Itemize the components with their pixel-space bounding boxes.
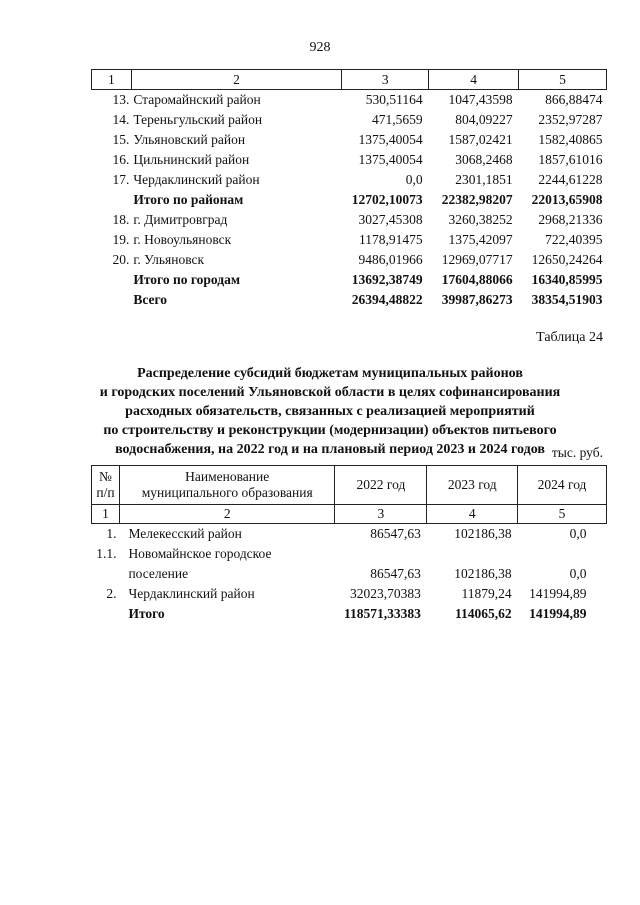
municipality-name [119, 544, 335, 584]
table-row [92, 170, 607, 190]
district-name: Ульяновский район [133, 132, 246, 147]
value-2024: 141994,89 [529, 606, 587, 621]
unit-label: тыс. руб. [551, 445, 603, 460]
row-number: 2. [106, 586, 117, 601]
table-row [92, 110, 607, 130]
subtotal-label: Итого по городам [133, 272, 241, 287]
value-col3: 3027,45308 [358, 212, 423, 227]
table-row [92, 250, 607, 270]
value-col5: 722,40395 [545, 232, 603, 247]
value-2023: 11879,24 [461, 586, 512, 601]
title-line: и городских поселений Ульяновской области в целях софинансирования [99, 385, 561, 400]
row-number: 14. [112, 112, 130, 127]
value-col5: 16340,85995 [531, 272, 603, 287]
table-row [92, 524, 607, 545]
column-index: 1 [92, 505, 120, 524]
value-col3: 26394,48822 [351, 292, 423, 307]
column-index: 2 [119, 505, 335, 524]
value-col3: 471,5659 [372, 112, 423, 127]
district-name: Цильнинский район [133, 152, 250, 167]
column-index: 3 [342, 70, 429, 90]
subtotal-row [92, 270, 607, 290]
city-name: г. Новоульяновск [133, 232, 232, 247]
column-index-row [92, 505, 607, 524]
row-number [92, 270, 132, 290]
row-number: 17. [112, 172, 130, 187]
header-number [92, 466, 120, 505]
header-row [92, 466, 607, 505]
value-2023: 102186,38 [454, 566, 512, 581]
row-number: 19. [112, 232, 130, 247]
value-col5: 1582,40865 [538, 132, 603, 147]
value-2022: 118571,33383 [343, 606, 421, 621]
row-number: 1. [106, 526, 117, 541]
value-col3: 1375,40054 [358, 132, 423, 147]
title-line: Распределение субсидий бюджетам муниципальных районов [137, 366, 523, 381]
table-label: Таблица 24 [536, 330, 603, 345]
value-col5: 2968,21336 [538, 212, 603, 227]
table-row [92, 130, 607, 150]
value-2024: 0,0 [569, 526, 587, 541]
subsidy-table-24 [91, 465, 607, 624]
value-col5: 2352,97287 [538, 112, 603, 127]
value-col4: 1587,02421 [448, 132, 513, 147]
value-col4: 3068,2468 [455, 152, 513, 167]
district-name: Тереньгульский район [133, 112, 263, 127]
total-row [92, 290, 607, 310]
value-2022: 86547,63 [370, 526, 421, 541]
subtotal-row [92, 190, 607, 210]
column-index: 5 [518, 505, 607, 524]
header-text: муниципального образования [141, 485, 313, 500]
column-index: 4 [427, 505, 518, 524]
column-index: 1 [92, 70, 132, 90]
value-col4: 12969,07717 [441, 252, 513, 267]
district-name: Чердаклинский район [133, 172, 260, 187]
name-line: Новомайнское городское [128, 546, 272, 561]
row-number [92, 190, 132, 210]
value-col5: 38354,51903 [531, 292, 603, 307]
value-col3: 530,51164 [365, 92, 423, 107]
header-text: п/п [96, 485, 115, 500]
row-number [92, 604, 120, 624]
subsidy-table-continued [91, 69, 607, 310]
table-row [92, 150, 607, 170]
value-col4: 22382,98207 [441, 192, 513, 207]
value-col3: 13692,38749 [351, 272, 423, 287]
row-number: 15. [112, 132, 130, 147]
value-col3: 12702,10073 [351, 192, 423, 207]
row-number: 13. [112, 92, 130, 107]
table-row [92, 90, 607, 111]
city-name: г. Ульяновск [133, 252, 205, 267]
row-number: 20. [112, 252, 130, 267]
row-number: 16. [112, 152, 130, 167]
value-col4: 2301,1851 [455, 172, 513, 187]
header-name [119, 466, 335, 505]
row-number [92, 290, 132, 310]
row-number: 1.1. [96, 546, 117, 561]
column-index: 3 [335, 505, 427, 524]
value-col5: 12650,24264 [531, 252, 603, 267]
value-col5: 1857,61016 [538, 152, 603, 167]
total-label: Всего [133, 292, 168, 307]
title-line: расходных обязательств, связанных с реализацией мероприятий [125, 404, 535, 419]
table-row [92, 210, 607, 230]
header-year-2023: 2023 год [427, 466, 518, 505]
table-row [92, 230, 607, 250]
header-text: № [99, 469, 112, 484]
table-row [92, 584, 607, 604]
city-name: г. Димитровград [133, 212, 228, 227]
value-col5: 2244,61228 [538, 172, 603, 187]
municipality-name: Мелекесский район [128, 526, 242, 541]
header-text: Наименование [185, 469, 270, 484]
value-col4: 1047,43598 [448, 92, 513, 107]
row-number: 18. [112, 212, 130, 227]
column-index: 4 [429, 70, 519, 90]
table-title [60, 364, 600, 459]
municipality-name: Чердаклинский район [128, 586, 255, 601]
value-2024: 141994,89 [529, 586, 587, 601]
value-col4: 39987,86273 [441, 292, 513, 307]
value-col3: 0,0 [405, 172, 423, 187]
page-number: 928 [309, 40, 331, 55]
header-year-2022: 2022 год [335, 466, 427, 505]
title-line: по строительству и реконструкции (модернизации) объектов питьевого [103, 423, 557, 438]
district-name: Старомайнский район [133, 92, 261, 107]
value-col4: 3260,38252 [448, 212, 513, 227]
value-2023: 114065,62 [454, 606, 512, 621]
value-col3: 9486,01966 [358, 252, 423, 267]
column-index: 2 [131, 70, 341, 90]
column-index: 5 [519, 70, 607, 90]
total-label: Итого [128, 606, 165, 621]
total-row [92, 604, 607, 624]
column-index-row [92, 70, 607, 90]
value-col4: 17604,88066 [441, 272, 513, 287]
value-col4: 1375,42097 [448, 232, 513, 247]
value-col5: 22013,65908 [531, 192, 603, 207]
value-col5: 866,88474 [545, 92, 603, 107]
value-2022: 86547,63 [370, 566, 421, 581]
value-2023: 102186,38 [454, 526, 512, 541]
value-2022: 32023,70383 [350, 586, 421, 601]
subtotal-label: Итого по районам [133, 192, 244, 207]
value-col3: 1178,91475 [359, 232, 423, 247]
header-year-2024: 2024 год [518, 466, 607, 505]
value-col3: 1375,40054 [358, 152, 423, 167]
table-row [92, 544, 607, 584]
value-2024: 0,0 [569, 566, 587, 581]
name-line: поселение [128, 566, 189, 581]
value-col4: 804,09227 [455, 112, 513, 127]
title-line: водоснабжения, на 2022 год и на плановый период 2023 и 2024 годов [115, 442, 545, 457]
